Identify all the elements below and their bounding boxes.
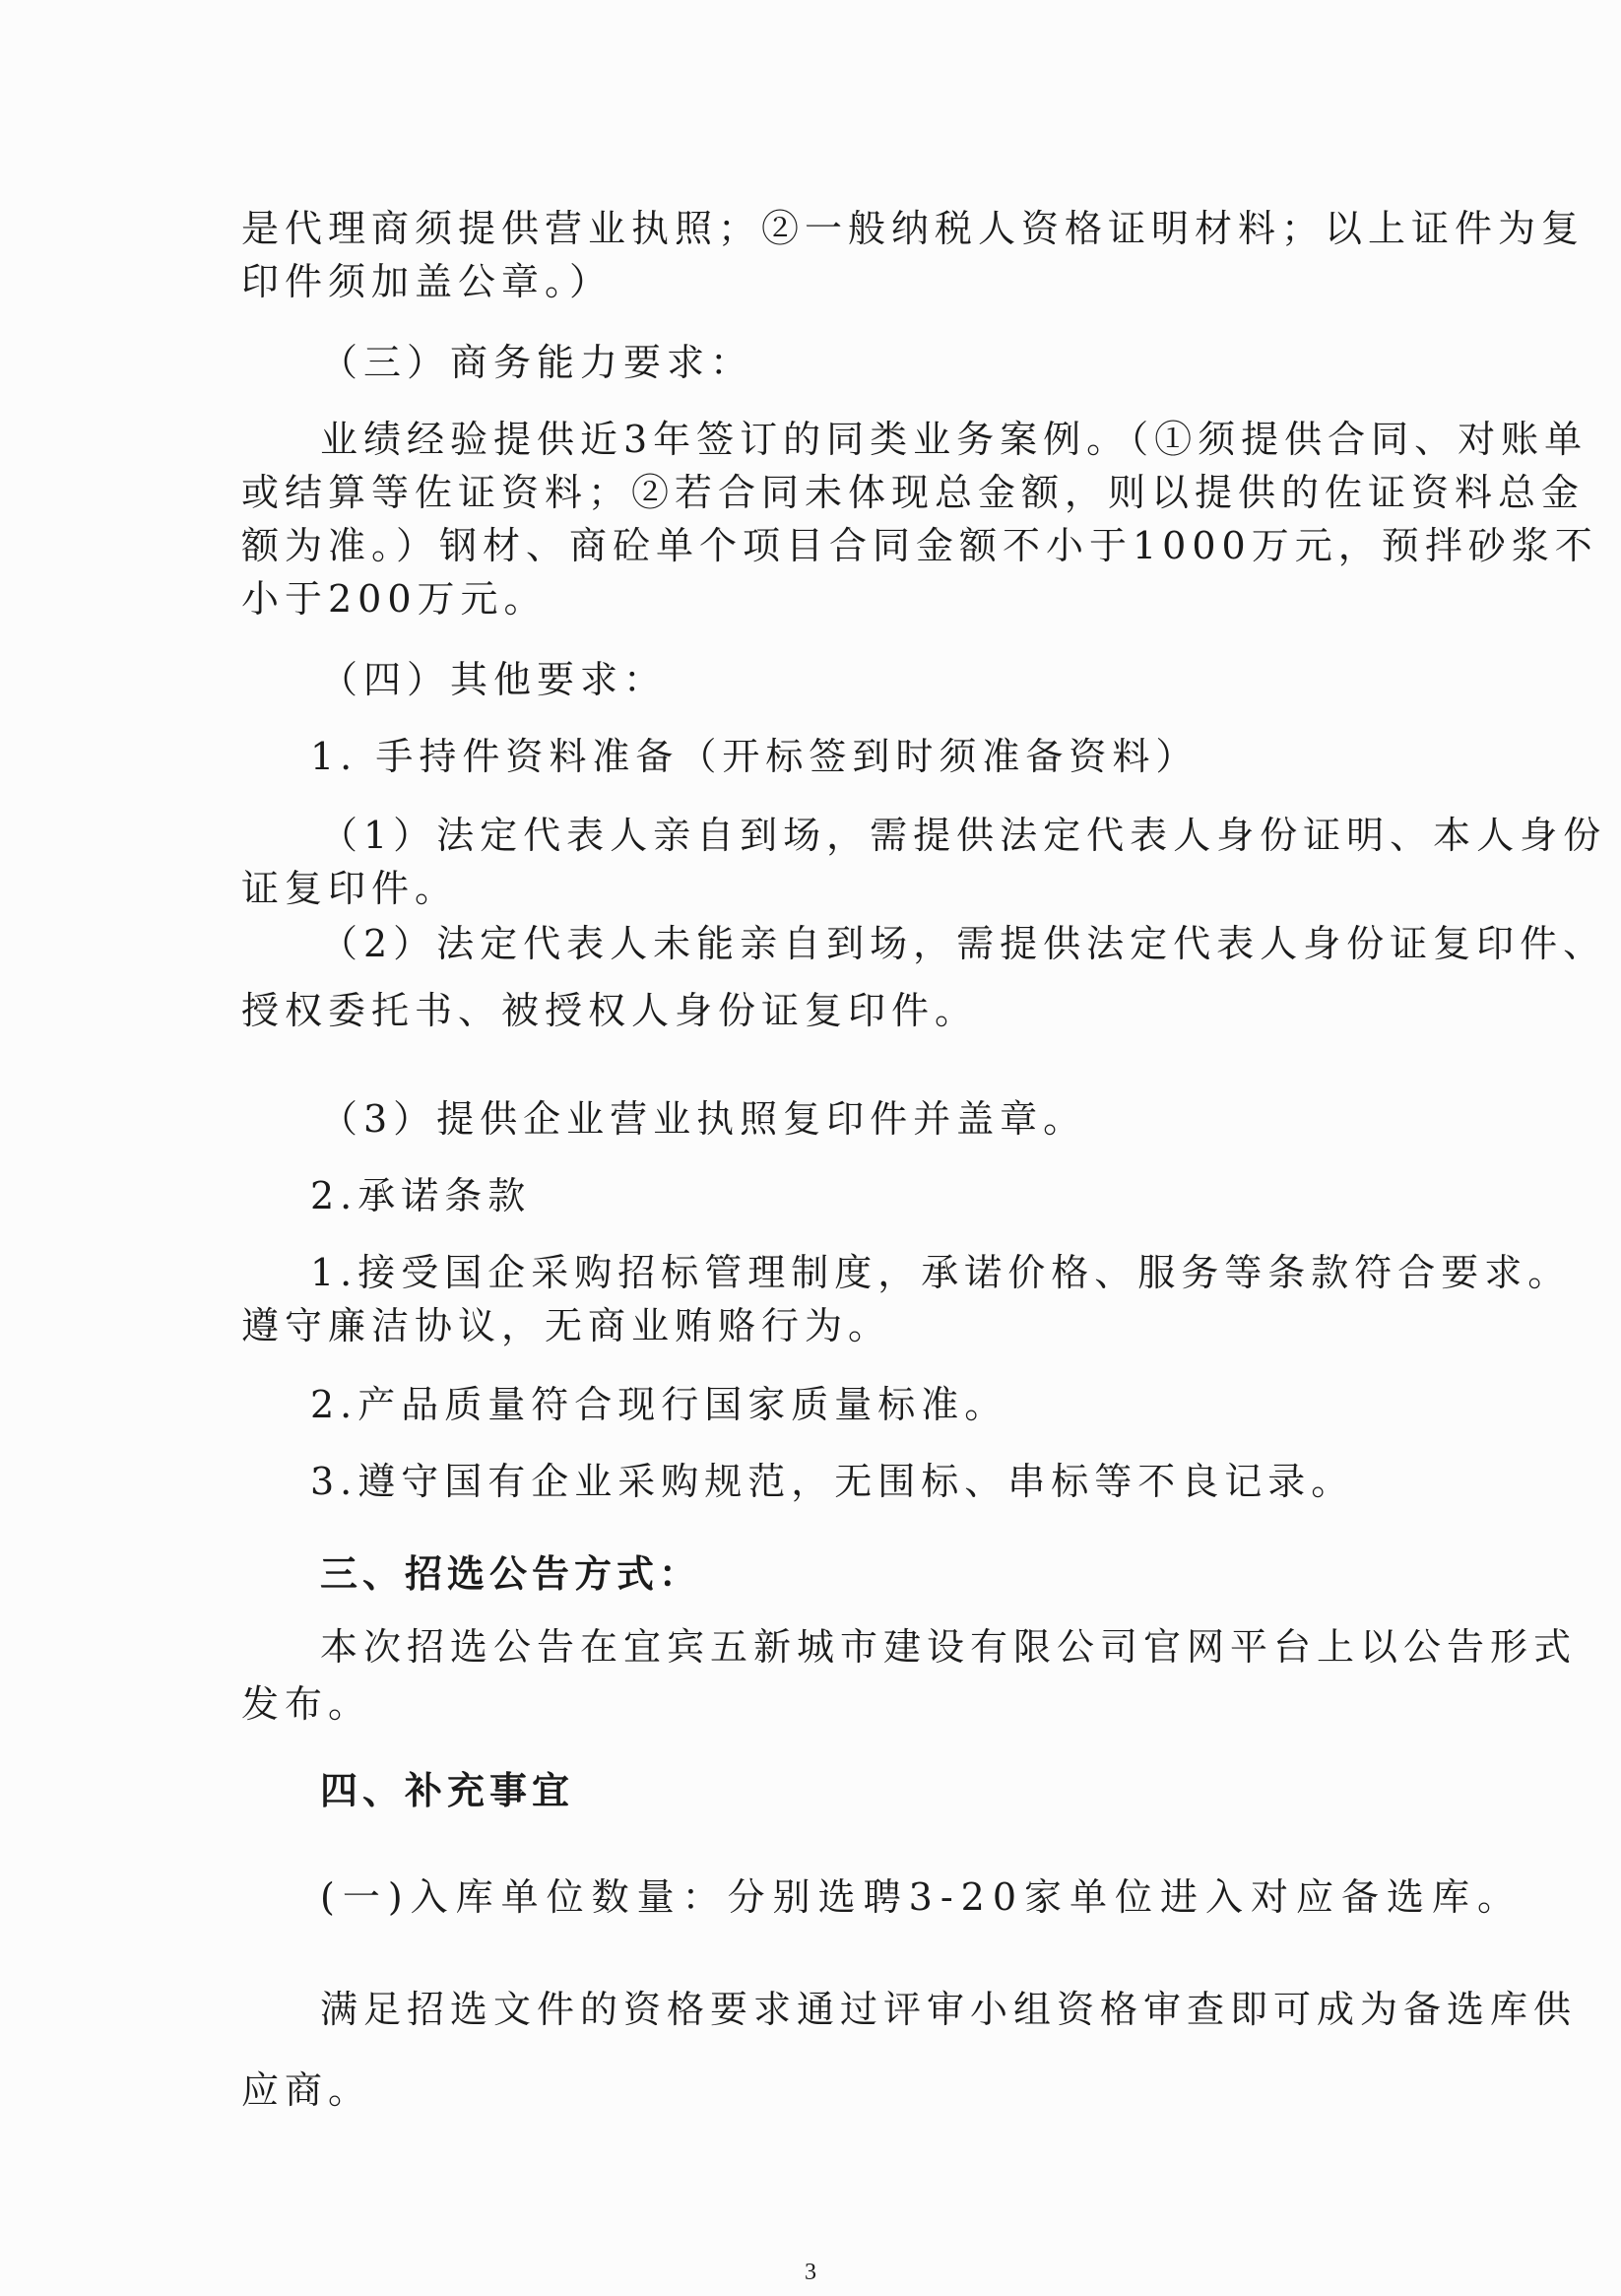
list-item: （2）法定代表人未能亲自到场，需提供法定代表人身份证复印件、 [320, 922, 1607, 965]
page-number: 3 [805, 2260, 816, 2285]
paragraph-line: 印件须加盖公章。） [241, 260, 614, 303]
section-heading: （四）其他要求： [320, 658, 668, 701]
list-item: 3.遵守国有企业采购规范，无围标、串标等不良记录。 [310, 1460, 1355, 1503]
paragraph-line: (一)入库单位数量：分别选聘3-20家单位进入对应备选库。 [320, 1875, 1524, 1919]
paragraph-line: 授权委托书、被授权人身份证复印件。 [241, 989, 979, 1032]
list-item: 2.承诺条款 [310, 1174, 532, 1217]
paragraph-line: 或结算等佐证资料；②若合同未体现总金额，则以提供的佐证资料总金 [241, 471, 1586, 514]
list-item: 2.产品质量符合现行国家质量标准。 [310, 1383, 1008, 1426]
paragraph-line: 是代理商须提供营业执照；②一般纳税人资格证明材料；以上证件为复 [241, 207, 1586, 250]
paragraph-line: 本次招选公告在宜宾五新城市建设有限公司官网平台上以公告形式 [320, 1625, 1578, 1669]
paragraph-line: 业绩经验提供近3年签订的同类业务案例。（①须提供合同、对账单 [320, 418, 1589, 461]
section-heading: （三）商务能力要求： [320, 341, 754, 384]
section-heading: 三、招选公告方式： [320, 1551, 702, 1596]
section-heading: 四、补充事宜 [320, 1768, 575, 1812]
paragraph-line: 证复印件。 [241, 867, 459, 910]
document-body [241, 0, 1607, 2246]
paragraph-line: 满足招选文件的资格要求通过评审小组资格审查即可成为备选库供 [320, 1988, 1578, 2031]
paragraph-line: 小于200万元。 [241, 577, 548, 621]
list-item: （3）提供企业营业执照复印件并盖章。 [320, 1097, 1087, 1141]
paragraph-line: 发布。 [241, 1682, 372, 1726]
list-item: 1.接受国企采购招标管理制度，承诺价格、服务等条款符合要求。 [310, 1251, 1572, 1294]
paragraph-line: 应商。 [241, 2068, 372, 2112]
paragraph-line: 遵守廉洁协议，无商业贿赂行为。 [241, 1304, 892, 1347]
paragraph-line: 额为准。）钢材、商砼单个项目合同金额不小于1000万元，预拌砂浆不 [241, 524, 1598, 567]
list-item: 1. 手持件资料准备（开标签到时须准备资料） [310, 735, 1200, 778]
list-item: （1）法定代表人亲自到场，需提供法定代表人身份证明、本人身份 [320, 814, 1607, 857]
